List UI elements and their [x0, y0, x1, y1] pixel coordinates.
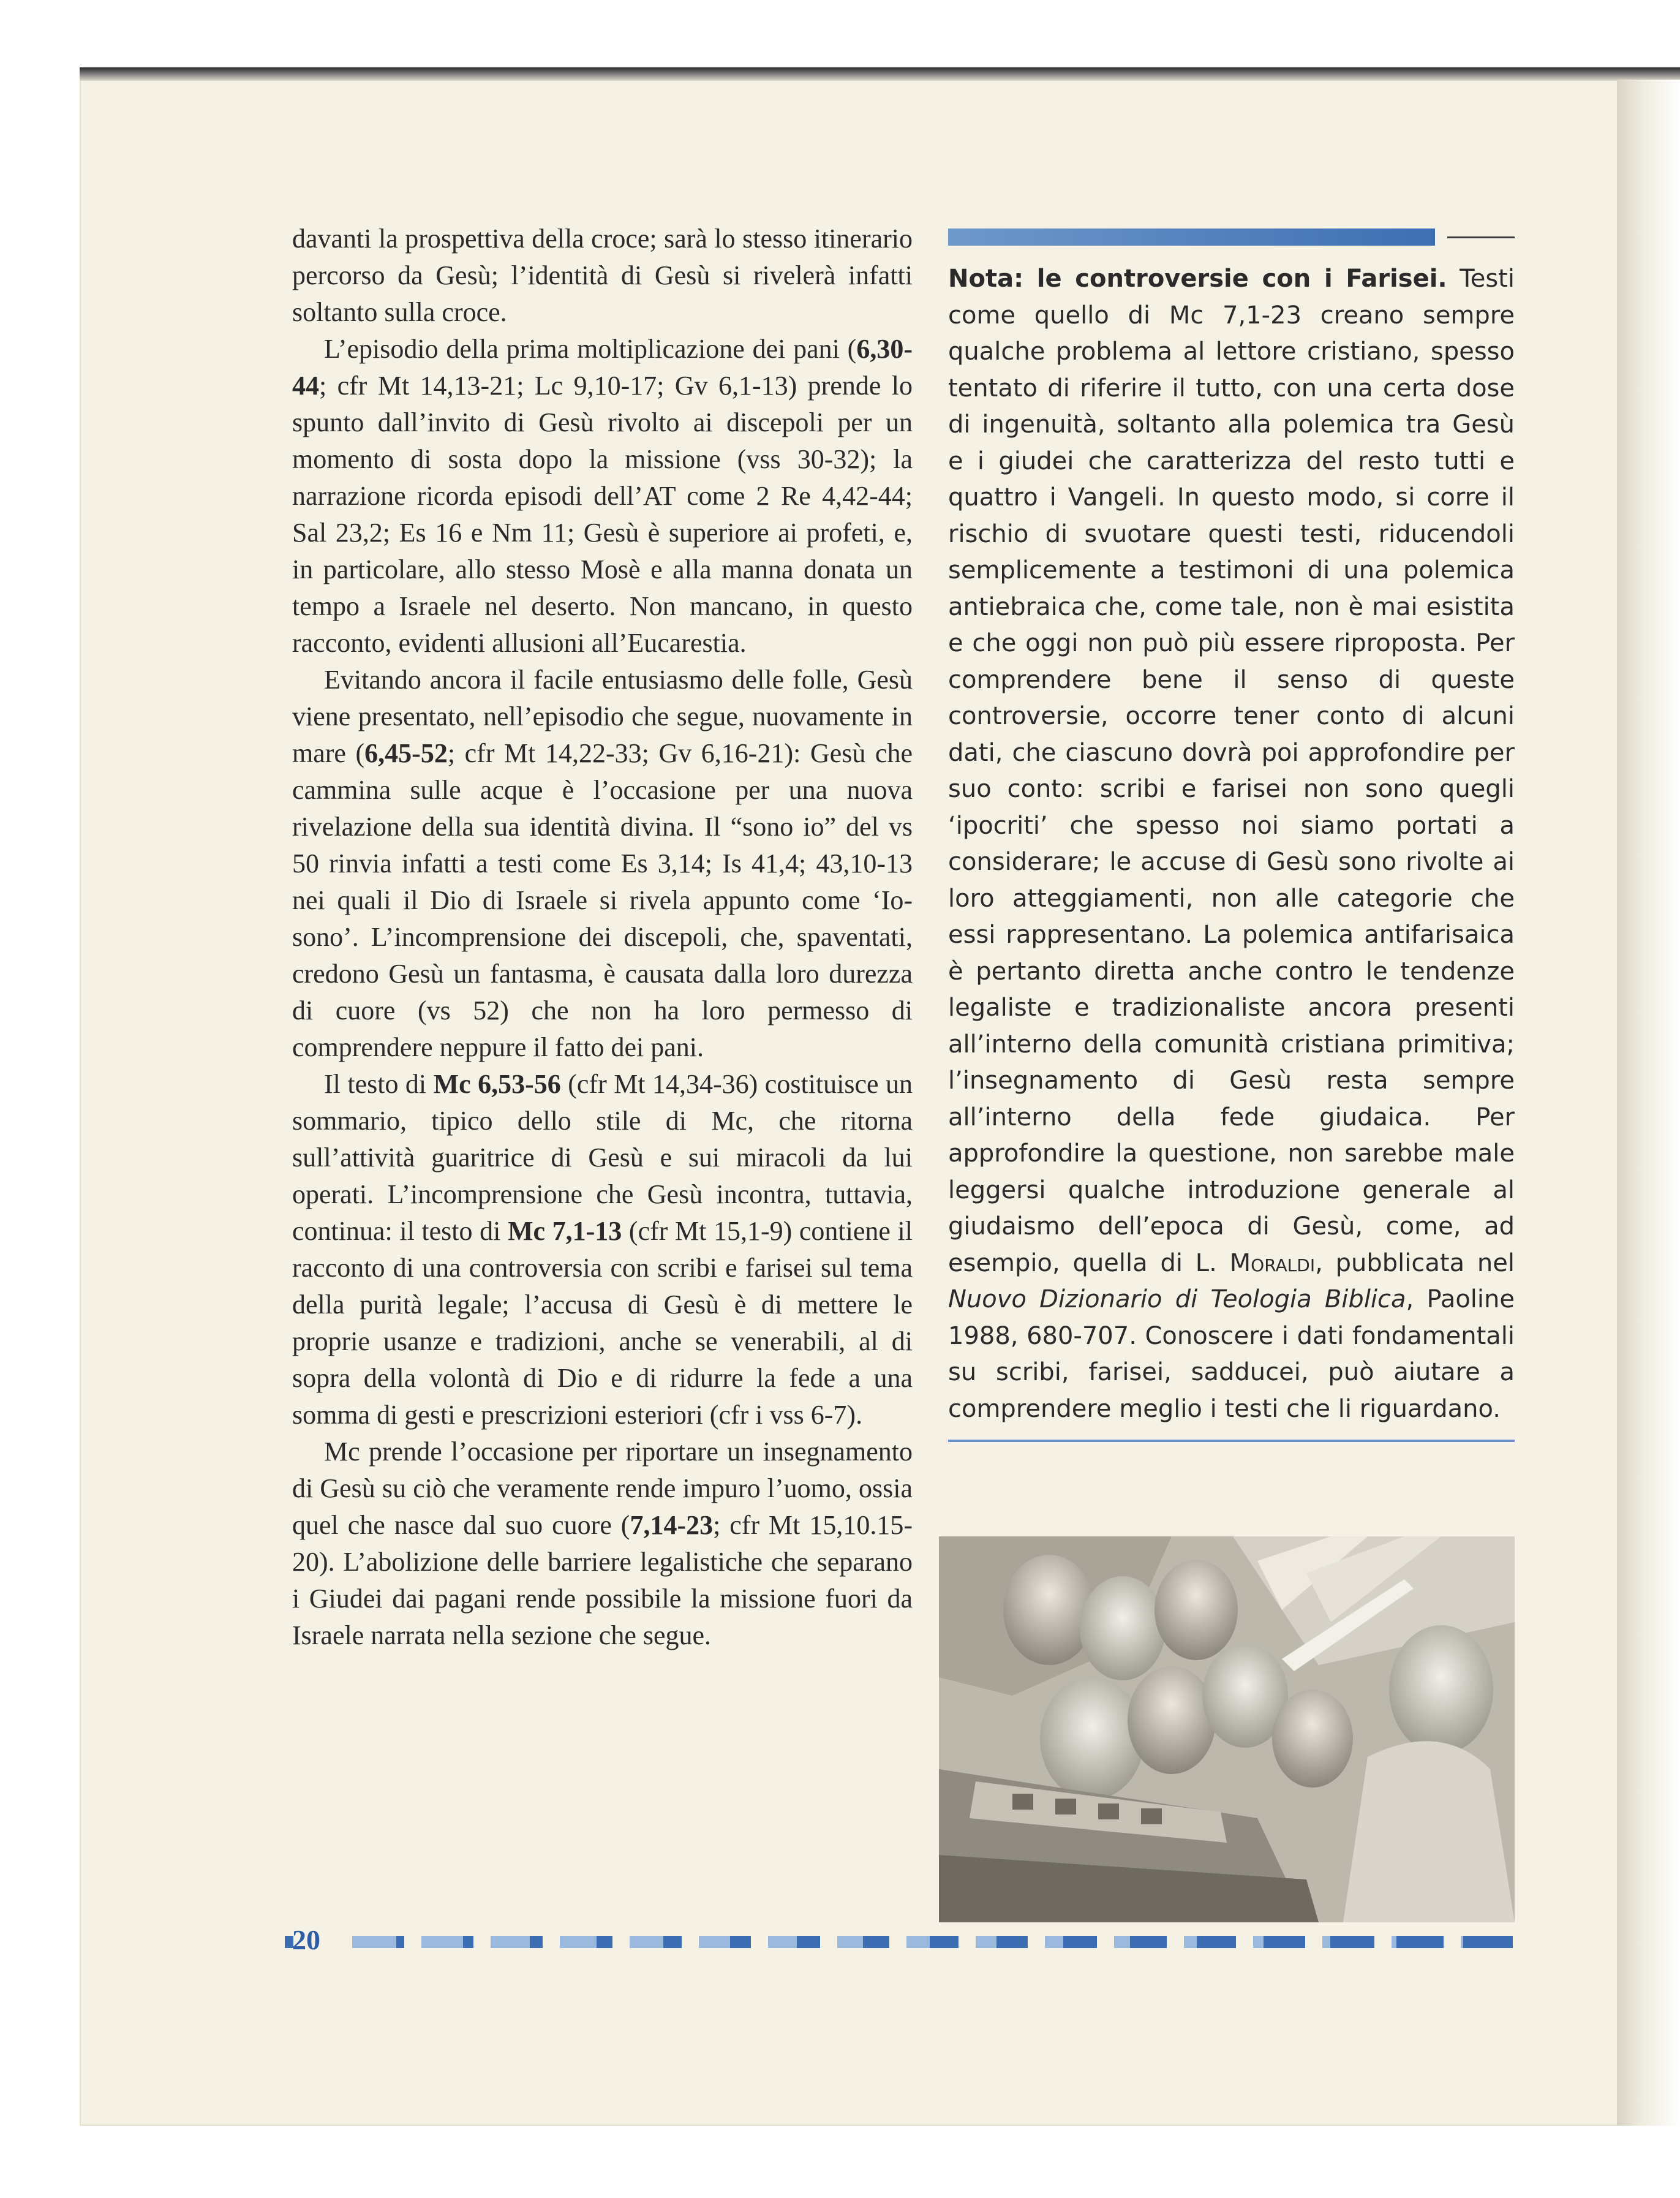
scripture-reference: 7,14-23 [630, 1510, 714, 1540]
footer-segment-dark [597, 1936, 612, 1948]
footer-segment [1114, 1936, 1166, 1948]
note-book-title: Nuovo Dizionario di Teologia Biblica [948, 1285, 1406, 1313]
footer-segment-dark [863, 1936, 889, 1948]
page-top-edge [80, 67, 1680, 81]
footer-segment [560, 1936, 612, 1948]
paragraph-text: Mc prende l’occasione per riportare un insegnamento di Gesù su ciò che veramente rende impuro l’uomo, ossia quel che nasce dal suo cuore ( [292, 1437, 913, 1540]
footer-segment-light [352, 1936, 396, 1948]
footer-segment-light [1184, 1936, 1197, 1948]
footer-segment [976, 1936, 1028, 1948]
body-paragraph [292, 662, 913, 1066]
footer-segment-dark [1330, 1936, 1374, 1948]
note-header-rule [948, 228, 1515, 246]
footer-segment [768, 1936, 820, 1948]
footer-segment-dark [463, 1936, 473, 1948]
footer-segment [1184, 1936, 1236, 1948]
paragraph-text: ; cfr Mt 15,10.15-20). L’abolizione delle barriere legalistiche che separano i Giudei dai pagani rende possibile la missione fuori da Israele narrata nella sezione che segue. [292, 1510, 913, 1650]
footer-segment [421, 1936, 473, 1948]
footer-segment [630, 1936, 682, 1948]
paragraph-text: (cfr Mt 14,34-36) costituisce un sommario, tipico dello stile di Mc, che ritorna sull’attività guaritrice di Gesù e sui miracoli da lui operati. L’incomprensione che Gesù incontra, tuttavia, continua: il testo di [292, 1069, 913, 1246]
body-paragraph [292, 1066, 913, 1433]
note-box [948, 228, 1515, 1442]
footer-segment-dark [996, 1936, 1028, 1948]
footer-segment [1392, 1936, 1444, 1948]
footer-segment [1461, 1936, 1513, 1948]
main-text-column [292, 221, 913, 1654]
footer-segment-light [906, 1936, 930, 1948]
body-paragraph [292, 221, 913, 331]
note-header-line [1447, 236, 1515, 238]
footer-segment-light [1322, 1936, 1330, 1948]
footer-segment [699, 1936, 751, 1948]
scripture-reference: 6,30-44 [292, 334, 913, 401]
paragraph-text: (cfr Mt 15,1-9) contiene il racconto di una controversia con scribi e farisei sul tema della purità legale; l’accusa di Gesù è di mettere le proprie usanze e tradizioni, anche se venerabili, al di sopra della volontà di Dio e di ridurre la fede a una somma di gesti e prescrizioni esteriori (cfr i vss 6-7). [292, 1216, 913, 1430]
footer-segment [352, 1936, 404, 1948]
paragraph-text: davanti la prospettiva della croce; sarà lo stesso itinerario percorso da Gesù; l’identità di Gesù si rivelerà infatti soltanto sulla croce. [292, 224, 913, 327]
scripture-reference: Mc 6,53-56 [433, 1069, 561, 1099]
note-title: Nota: le controversie con i Farisei. [948, 265, 1447, 293]
footer-segment-dark [930, 1936, 959, 1948]
footer-segment-dark [1396, 1936, 1444, 1948]
footer-segment-light [421, 1936, 463, 1948]
footer-segment-light [1114, 1936, 1130, 1948]
footer-segment-dark [1063, 1936, 1097, 1948]
footer-segment-dark [1130, 1936, 1167, 1948]
footer-segment-light [1392, 1936, 1397, 1948]
footer-segment-dark [663, 1936, 682, 1948]
paragraph-text: ; cfr Mt 14,13-21; Lc 9,10-17; Gv 6,1-13) prende lo spunto dall’invito di Gesù rivolto ai discepoli per un momento di sosta dopo la missione (vss 30-32); la narrazione ricorda episodi dell’AT come 2 Re 4,42-44; Sal 23,2; Es 16 e Nm 11; Gesù è superiore ai profeti, e, in particolare, allo stesso Mosè e alla manna donata un tempo a Israele nel deserto. Non mancano, in questo racconto, evidenti allusioni all’Eucarestia. [292, 371, 913, 658]
scripture-reference: 6,45-52 [364, 738, 448, 768]
footer-segment-dark [1264, 1936, 1305, 1948]
footer-segment-dark [396, 1936, 404, 1948]
footer-segment [1045, 1936, 1097, 1948]
footer-segment-light [1253, 1936, 1264, 1948]
scripture-reference: Mc 7,1-13 [507, 1216, 622, 1246]
footer-segment-light [976, 1936, 996, 1948]
footer-segment-light [560, 1936, 597, 1948]
note-body: Testi come quello di Mc 7,1-23 creano sempre qualche problema al lettore cristiano, spesso tentato di riferire il tutto, con una certa dose di ingenuità, soltanto alla polemica tra Gesù e i giudei che caratterizza del resto tutti e quattro i Vangeli. In questo modo, si corre il rischio di svuotare questi testi, riducendoli semplicemente a testimoni di una polemica antiebraica che, come tale, non è mai esistita e che oggi non può più essere riproposta. Per comprendere bene il senso di queste controversie, occorre tener conto di alcuni dati, che ciascuno dovrà poi approfondire per suo conto: scribi e farisei non sono quegli ‘ipocriti’ che spesso noi siamo portati a considerare; le accuse di Gesù sono rivolte ai loro atteggiamenti, non alle categorie che essi rappresentano. La polemica antifarisaica è pertanto diretta anche contro le tendenze legaliste e tradizionaliste ancora presenti all’interno della comunità cristiana primitiva; l’insegnamento di Gesù resta sempre all’interno della fede giudaica. Per approfondire la questione, non sarebbe male leggersi qualche introduzione generale al giudaismo dell’epoca di Gesù, come, ad esempio, quella di L. [948, 265, 1515, 1277]
paragraph-text: Il testo di [324, 1069, 434, 1099]
footer-segment [1253, 1936, 1305, 1948]
note-body-cont: , pubblicata nel [1315, 1248, 1515, 1277]
footer-segment [491, 1936, 543, 1948]
page-footer [285, 1924, 1513, 1955]
footer-segment [906, 1936, 959, 1948]
paragraph-text: ; cfr Mt 14,22-33; Gv 6,16-21): Gesù che cammina sulle acque è l’occasione per una nuova rivelazione della sua identità divina. Il “sono io” del vs 50 rinvia infatti a testi come Es 3,14; Is 41,4; 43,10-13 nei quali il Dio di Israele si rivela appunto come ‘Io-sono’. L’incomprensione dei discepoli, che, spaventati, credono Gesù un fantasma, è causata dalla loro durezza di cuore (vs 52) che non ha loro permesso di comprendere neppure il fatto dei pani. [292, 738, 913, 1062]
footer-segment [1322, 1936, 1374, 1948]
note-text [948, 261, 1515, 1427]
page-right-edge [1617, 80, 1680, 2126]
paragraph-text: Evitando ancora il facile entusiasmo delle folle, Gesù viene presentato, nell’episodio che segue, nuovamente in mare ( [292, 665, 913, 768]
footer-segment-light [630, 1936, 663, 1948]
footer-segment-dark [1197, 1936, 1236, 1948]
footer-segment-dark [797, 1936, 820, 1948]
sculpture-relief-photo [939, 1536, 1515, 1922]
footer-segment-light [699, 1936, 730, 1948]
footer-segment-dark [530, 1936, 543, 1948]
footer-segment-dark [730, 1936, 751, 1948]
note-header-bar [948, 228, 1435, 246]
body-paragraph [292, 331, 913, 662]
footer-segment-light [1045, 1936, 1063, 1948]
footer-segment [837, 1936, 889, 1948]
body-paragraph [292, 1433, 913, 1654]
footer-segment-light [768, 1936, 797, 1948]
footer-decorative-bar [352, 1936, 1513, 1948]
footer-segment-dark [1463, 1936, 1513, 1948]
note-author: Moraldi [1229, 1248, 1316, 1277]
footer-segment-light [491, 1936, 530, 1948]
footer-segment-light [837, 1936, 864, 1948]
note-bottom-rule [948, 1440, 1515, 1442]
note-body-end: , Paoline 1988, 680-707. Conoscere i dati fondamentali su scribi, farisei, sadducei, può aiutare a comprendere meglio i testi che li riguardano. [948, 1285, 1515, 1423]
page-number: 20 [292, 1924, 320, 1955]
paragraph-text: L’episodio della prima moltiplicazione dei pani ( [324, 334, 857, 364]
